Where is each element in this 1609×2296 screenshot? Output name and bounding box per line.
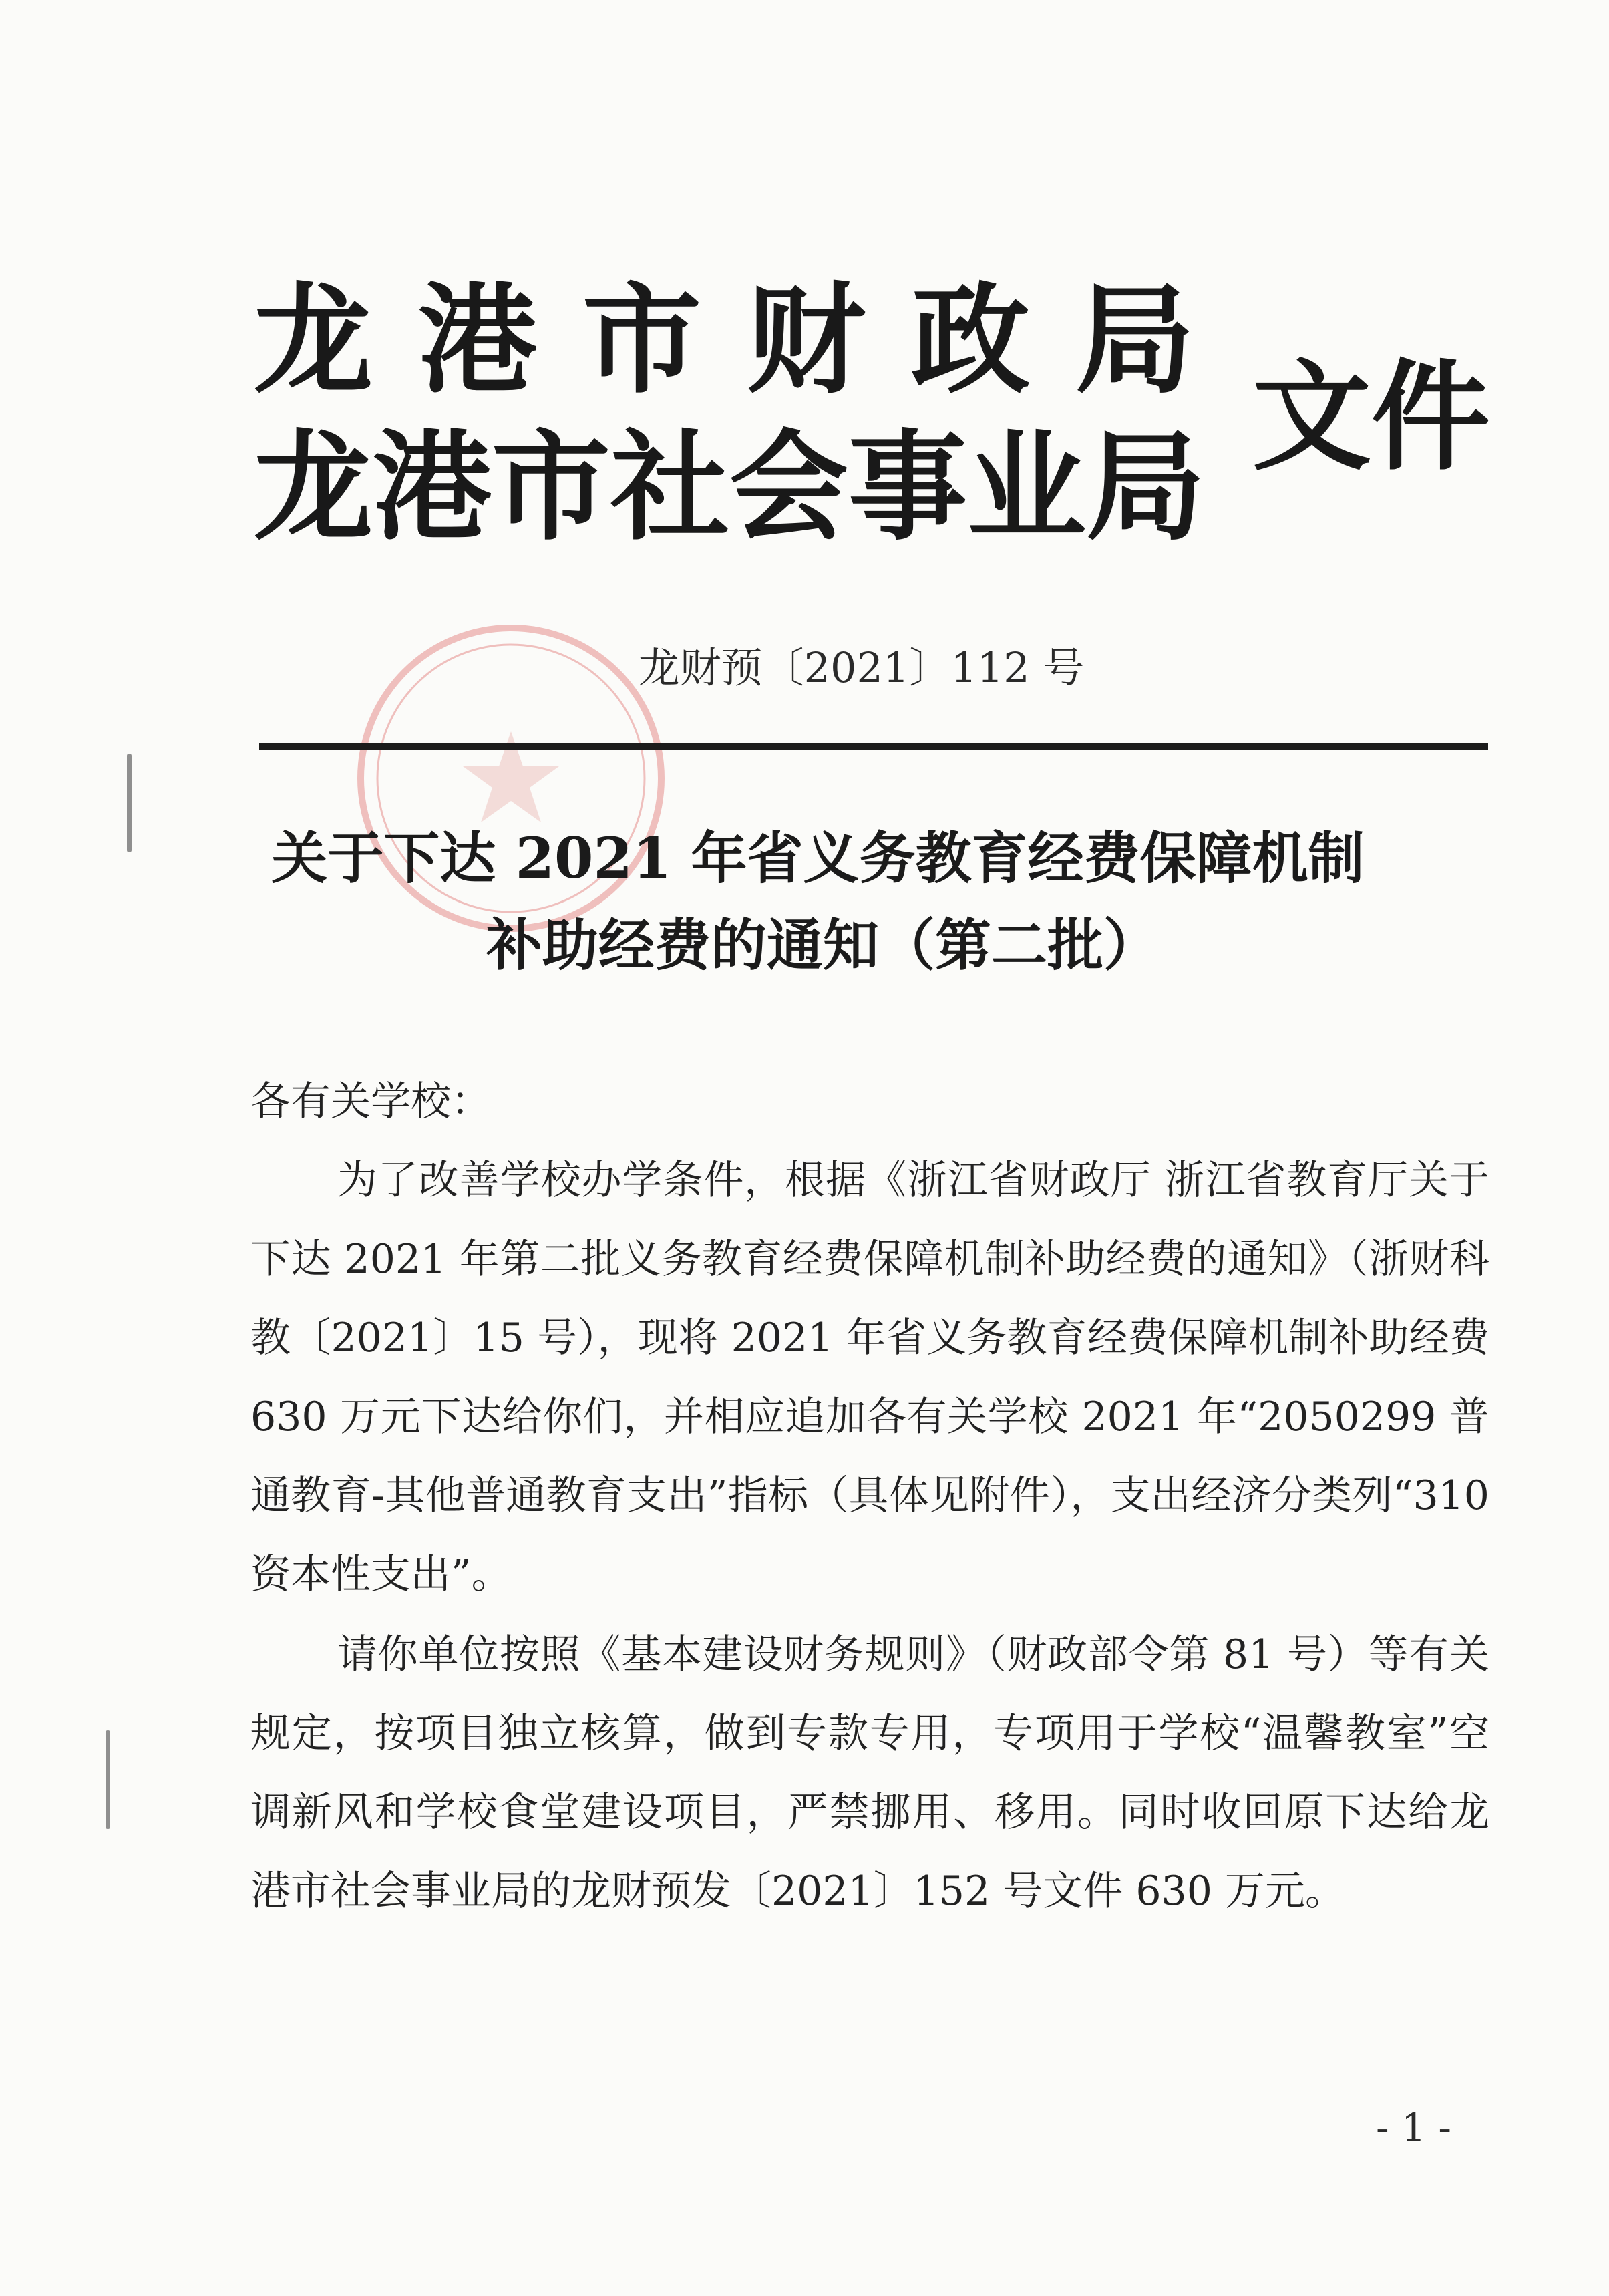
issuing-org-finance-bureau: 龙港市财政局 <box>254 271 1240 409</box>
body-paragraph-2: 请你单位按照《基本建设财务规则》（财政部令第 81 号）等有关规定，按项目独立核算，做到专款专用，专项用于学校“温馨教室”空调新风和学校食堂建设项目，严禁挪用、移用。同时收回原下达给龙港市社会事业局的龙财预发〔2021〕152 号文件 630 万元。 <box>250 1631 1489 1915</box>
notice-title-line-2: 补助经费的通知（第二批） <box>486 912 1159 978</box>
page-number: - 1 - <box>1376 2105 1451 2150</box>
document-number: 龙财预〔2021〕112 号 <box>638 643 1085 692</box>
binding-mark <box>106 1730 110 1829</box>
issuing-org-social-affairs-bureau: 龙港市社会事业局 <box>254 418 1205 556</box>
salutation: 各有关学校： <box>250 1078 491 1125</box>
document-kind-label: 文件 <box>1252 348 1490 486</box>
notice-title-line-1: 关于下达 2021 年省义务教育经费保障机制 <box>271 825 1365 891</box>
header-divider <box>259 743 1488 750</box>
body-paragraph-1: 为了改善学校办学条件，根据《浙江省财政厅 浙江省教育厅关于下达 2021 年第二批义务教育经费保障机制补助经费的通知》（浙财科教〔2021〕15 号），现将 2021 年省义务教育经费保障机制补助经费 630 万元下达给你们，并相应追加各有关学校 2021 年“2050299 普通教育-其他普通教育支出”指标（具体见附件），支出经济分类列“310 资本性支出”。 <box>250 1157 1489 1598</box>
